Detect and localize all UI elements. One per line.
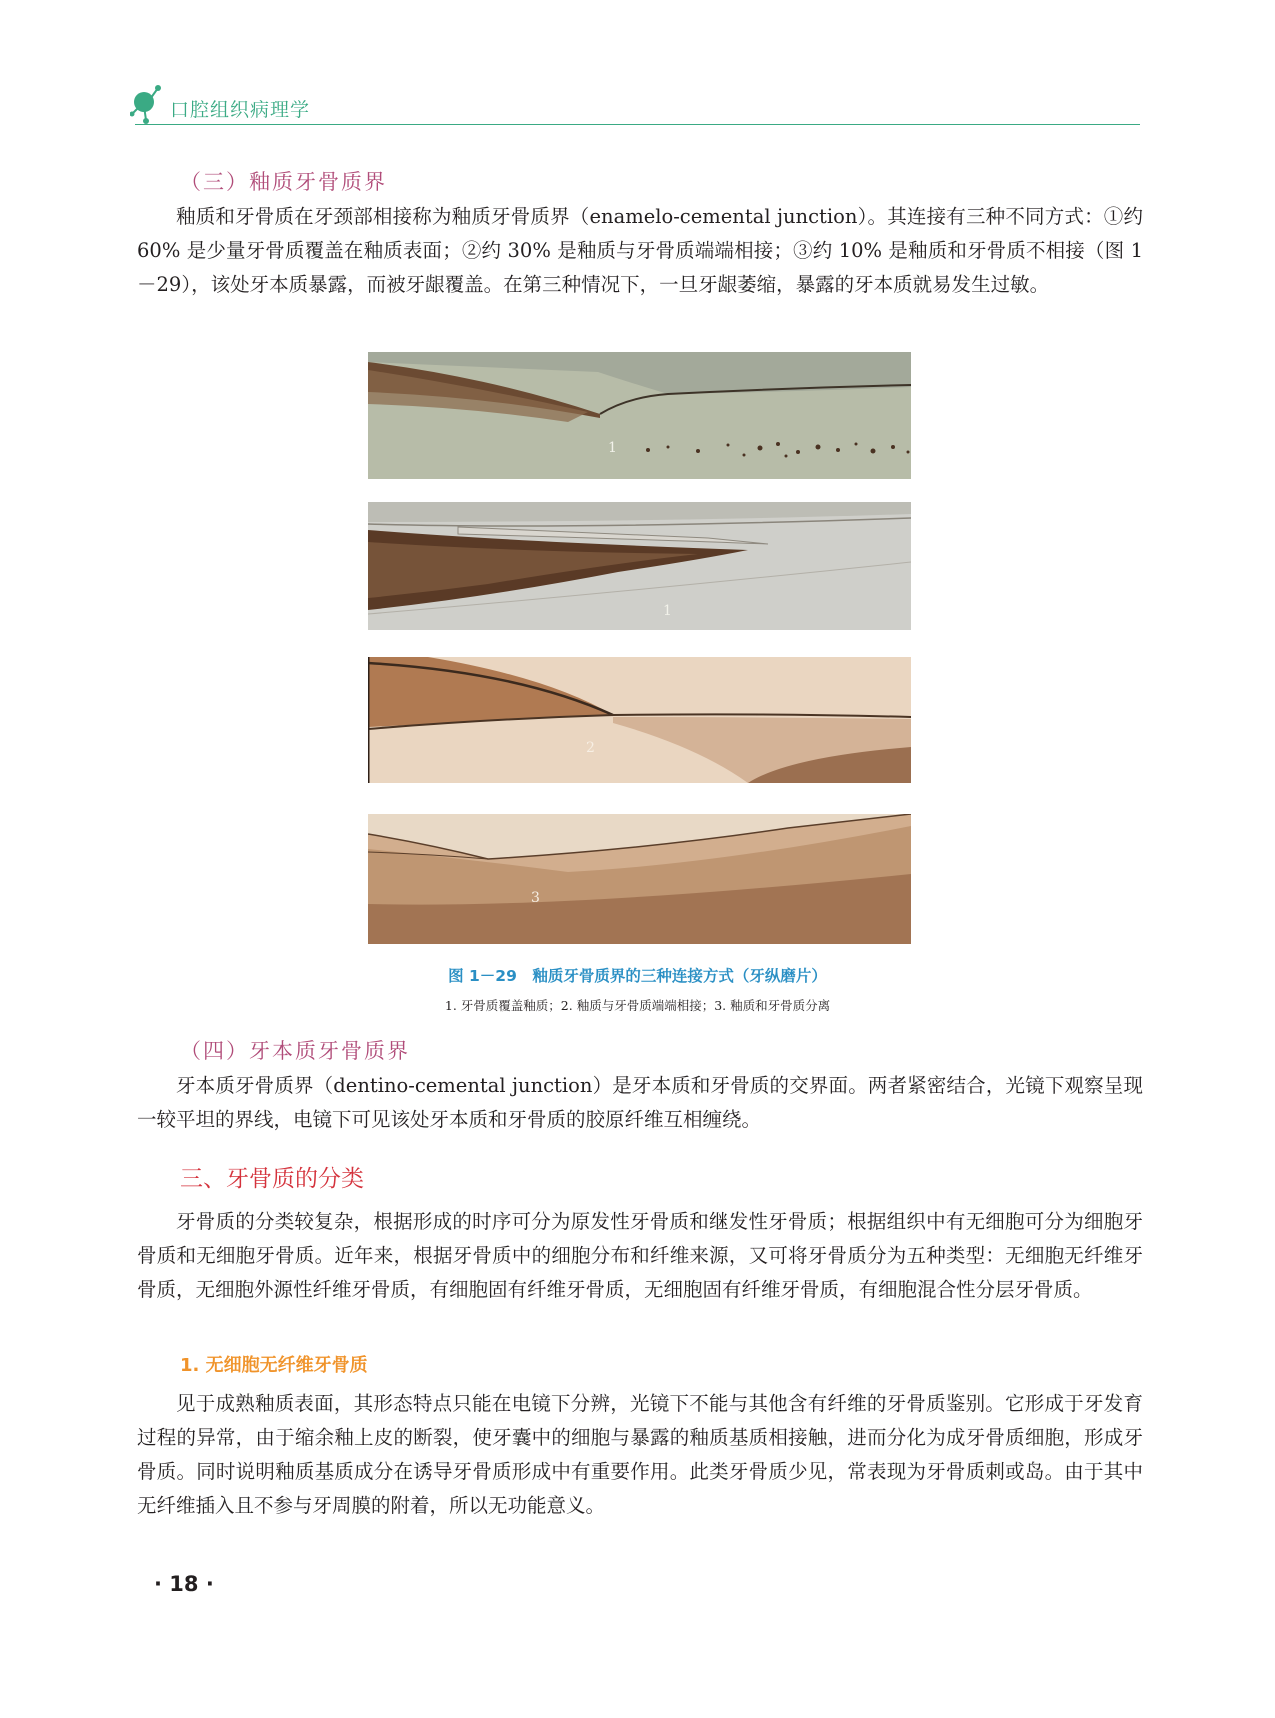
figure-caption-legend: 1. 牙骨质覆盖釉质；2. 釉质与牙骨质端端相接；3. 釉质和牙骨质分离 <box>444 998 831 1013</box>
panel-label: 3 <box>531 890 540 906</box>
molecule-logo-icon <box>130 82 164 126</box>
header-book-title: 口腔组织病理学 <box>170 99 311 121</box>
section-title-cementum-classification: 三、牙骨质的分类 <box>180 1166 364 1192</box>
figure-micrographs <box>368 352 911 957</box>
paragraph-enamel-cemental-junction: 釉质和牙骨质在牙颈部相接称为釉质牙骨质界（enamelo-cemental junction）。其连接有三种不同方式：①约 60% 是少量牙骨质覆盖在釉质表面；②约 30% 是釉质与牙骨质端端相接；③约 10% 是釉质和牙骨质不相接（图 1－29），该处牙本质暴露，而被牙龈覆盖。在第三种情况下，一旦牙龈萎缩，暴露的牙本质就易发生过敏。 <box>137 205 1143 296</box>
figure-caption-title: 图 1－29 釉质牙骨质界的三种连接方式（牙纵磨片） <box>448 967 827 985</box>
item-title-acellular-afibrillar-cementum: 1. 无细胞无纤维牙骨质 <box>180 1355 368 1376</box>
micrograph-panel-1b <box>368 502 911 630</box>
subsection-title-enamel-cemental-junction: （三）釉质牙骨质界 <box>180 170 387 194</box>
micrograph-panel-2 <box>368 657 911 783</box>
subsection-title-dentino-cemental-junction: （四）牙本质牙骨质界 <box>180 1039 410 1063</box>
micrograph-panel-3 <box>368 814 911 944</box>
panel-label: 2 <box>586 740 595 756</box>
panel-label: 1 <box>608 440 617 456</box>
paragraph-acellular-afibrillar-cementum: 见于成熟釉质表面，其形态特点只能在电镜下分辨，光镜下不能与其他含有纤维的牙骨质鉴别。它形成于牙发育过程的异常，由于缩余釉上皮的断裂，使牙囊中的细胞与暴露的釉质基质相接触，进而分化为成牙骨质细胞，形成牙骨质。同时说明釉质基质成分在诱导牙骨质形成中有重要作用。此类牙骨质少见，常表现为牙骨质刺或岛。由于其中无纤维插入且不参与牙周膜的附着，所以无功能意义。 <box>137 1392 1143 1517</box>
header-rule <box>135 124 1140 125</box>
paragraph-dentino-cemental-junction: 牙本质牙骨质界（dentino-cemental junction）是牙本质和牙骨质的交界面。两者紧密结合，光镜下观察呈现一较平坦的界线，电镜下可见该处牙本质和牙骨质的胶原纤维互相缠绕。 <box>137 1074 1143 1131</box>
page-number: · 18 · <box>154 1572 214 1596</box>
panel-label: 1 <box>663 603 672 619</box>
paragraph-cementum-classification: 牙骨质的分类较复杂，根据形成的时序可分为原发性牙骨质和继发性牙骨质；根据组织中有无细胞可分为细胞牙骨质和无细胞牙骨质。近年来，根据牙骨质中的细胞分布和纤维来源，又可将牙骨质分为五种类型：无细胞无纤维牙骨质，无细胞外源性纤维牙骨质，有细胞固有纤维牙骨质，无细胞固有纤维牙骨质，有细胞混合性分层牙骨质。 <box>137 1210 1143 1301</box>
micrograph-panel-1a <box>368 352 911 479</box>
